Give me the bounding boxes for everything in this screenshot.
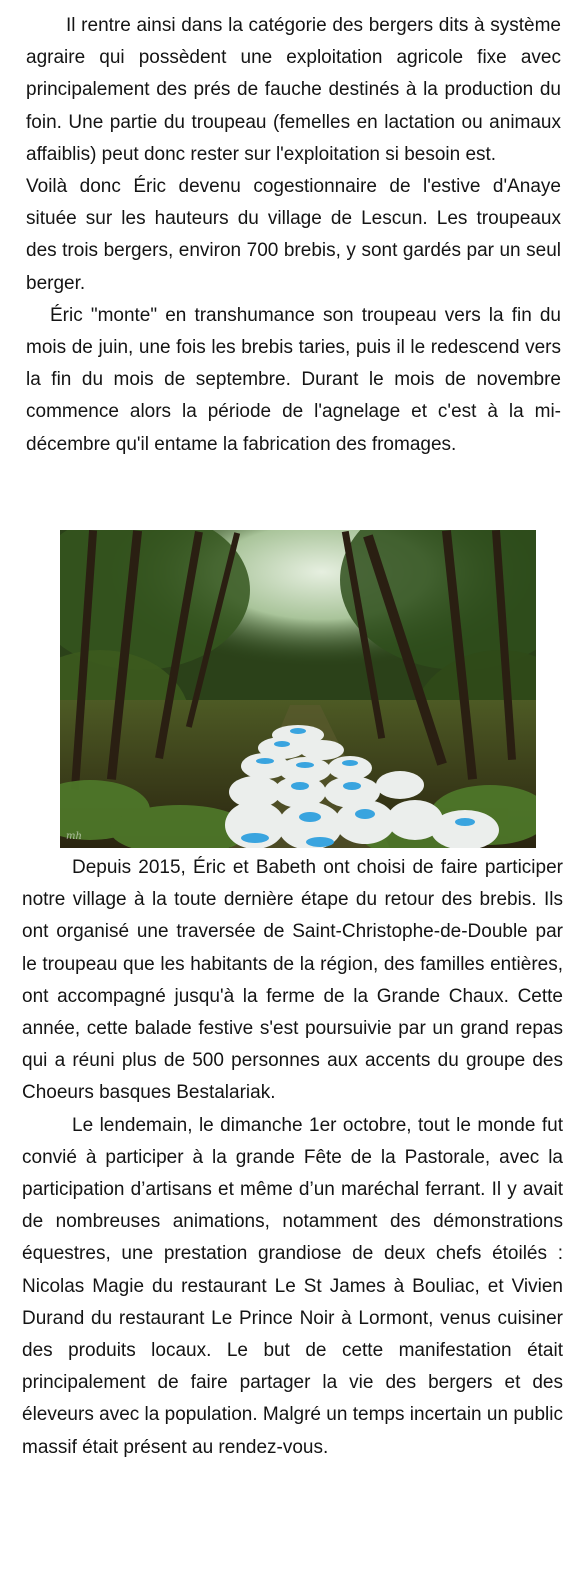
text-block-top bbox=[26, 10, 561, 461]
paragraph-4: Depuis 2015, Éric et Babeth ont choisi de faire participer notre village à la toute dernière étape du retour des brebis. Ils ont organisé une traversée de Saint-Christophe-de-Double par le troupeau que les habitants de la région, des familles entières, ont accompagné jusqu'à la ferme de la Grande Chaux. Cette année, cette balade festive s'est poursuivie par un grand repas qui a réuni plus de 500 personnes aux accents du groupe des Choeurs basques Bestalariak. bbox=[22, 857, 563, 1104]
forest-path-illustration bbox=[60, 530, 536, 848]
paragraph-3: Éric "monte" en transhumance son troupeau vers la fin du mois de juin, une fois les brebis taries, puis il le redescend vers la fin du mois de septembre. Durant le mois de novembre commence alors la période de l'agnelage et c'est à la mi-décembre qu'il entame la fabrication des fromages. bbox=[26, 304, 561, 455]
text-block-bottom bbox=[22, 852, 563, 1464]
paragraph-1: Il rentre ainsi dans la catégorie des bergers dits à système agraire qui possèdent une exploitation agricole fixe avec principalement des prés de fauche destinés à la production du foin. Une partie du troupeau (femelles en lactation ou animaux affaiblis) peut donc rester sur l'exploitation si besoin est. bbox=[26, 15, 561, 165]
paragraph-5: Le lendemain, le dimanche 1er octobre, tout le monde fut convié à participer à la grande Fête de la Pastorale, avec la participation d’artisans et même d’un maréchal ferrant. Il y avait de nombreuses animations, notamment des démonstrations équestres, une prestation grandiose de deux chefs étoilés : Nicolas Magie du restaurant Le St James à Bouliac, et Vivien Durand du restaurant Le Prince Noir à Lormont, venus cuisiner des produits locaux. Le but de cette manifestation était principalement de faire partager la vie des bergers et des éleveurs avec la population. Malgré un temps incertain un public massif était présent au rendez-vous. bbox=[22, 1114, 563, 1458]
paragraph-2: Voilà donc Éric devenu cogestionnaire de l'estive d'Anaye située sur les hauteurs du village de Lescun. Les troupeaux des trois bergers, environ 700 brebis, y sont gardés par un seul berger. bbox=[26, 176, 561, 294]
photo-watermark: mh bbox=[66, 831, 82, 842]
sheep-flock-photo bbox=[60, 530, 536, 848]
